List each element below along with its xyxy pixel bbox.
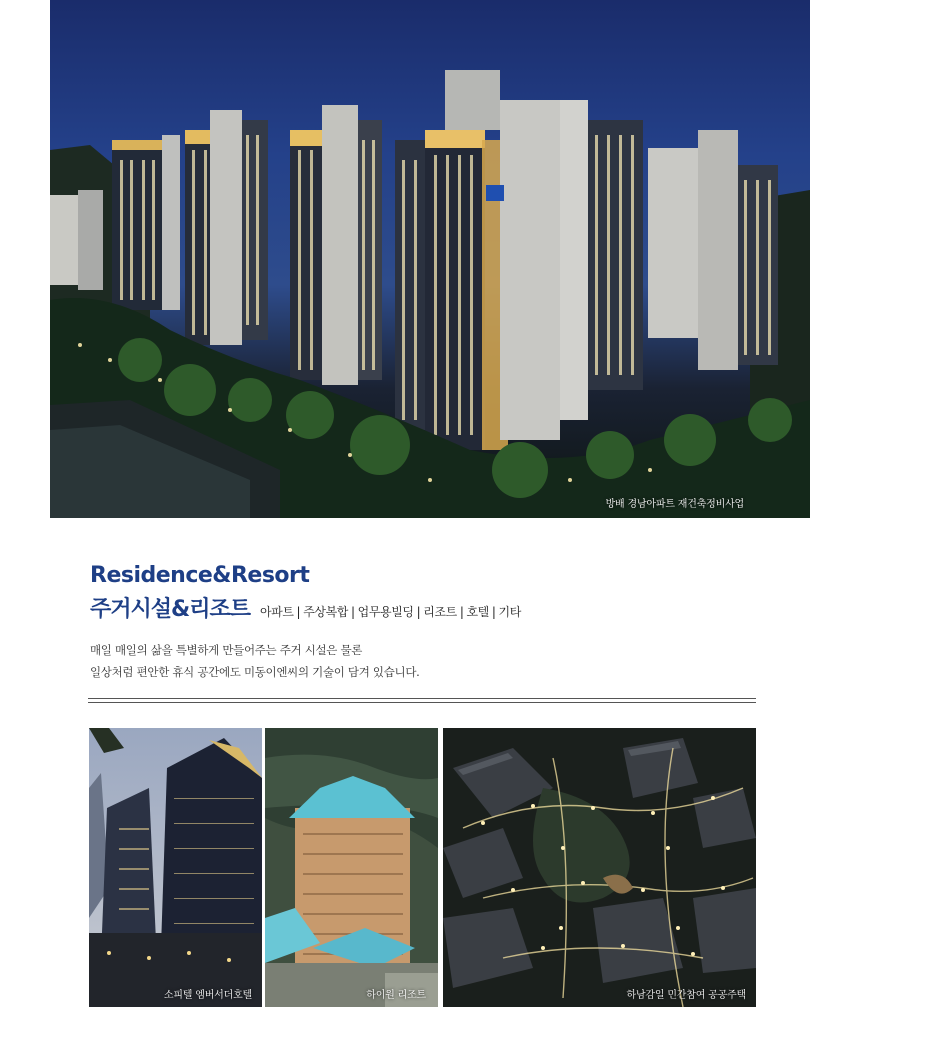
gallery-caption: 소피텔 엠버서더호텔 bbox=[163, 990, 252, 1001]
category-list bbox=[260, 603, 521, 620]
gallery-photo-hotel bbox=[89, 728, 262, 1007]
category-item: 아파트 bbox=[259, 605, 294, 619]
category-item: 주상복합 bbox=[303, 605, 348, 619]
gallery-photo-resort bbox=[265, 728, 438, 1007]
description-line: 일상처럼 편안한 휴식 공간에도 미동이엔씨의 기술이 담겨 있습니다. bbox=[90, 665, 420, 679]
hero-photo bbox=[50, 0, 810, 518]
aerial-housing-illustration bbox=[443, 728, 756, 1007]
gallery-caption: 하남감일 민간참여 공공주택 bbox=[626, 990, 746, 1001]
section-title-korean: 주거시설&리조트 bbox=[90, 597, 250, 622]
gallery-caption: 하이원 리조트 bbox=[366, 990, 426, 1001]
category-separator: | bbox=[296, 605, 301, 619]
hero-caption: 방배 경남아파트 재건축정비사업 bbox=[605, 499, 744, 510]
resort-building-illustration bbox=[265, 728, 438, 1007]
section-title-english: Residence&Resort bbox=[90, 563, 310, 588]
section-description bbox=[90, 639, 420, 683]
category-separator: | bbox=[350, 605, 355, 619]
description-line: 매일 매일의 삶을 특별하게 만들어주는 주거 시설은 물론 bbox=[90, 643, 363, 657]
hotel-tower-illustration bbox=[89, 728, 262, 1007]
category-separator: | bbox=[416, 605, 421, 619]
apartment-night-illustration bbox=[50, 0, 810, 518]
category-separator: | bbox=[459, 605, 464, 619]
category-item: 기타 bbox=[498, 605, 521, 619]
gallery-photo-housing bbox=[443, 728, 756, 1007]
section-divider bbox=[88, 698, 756, 703]
category-item: 호텔 bbox=[466, 605, 489, 619]
category-separator: | bbox=[491, 605, 496, 619]
section-title-row bbox=[90, 592, 521, 623]
category-item: 업무용빌딩 bbox=[357, 605, 414, 619]
category-item: 리조트 bbox=[423, 605, 457, 619]
